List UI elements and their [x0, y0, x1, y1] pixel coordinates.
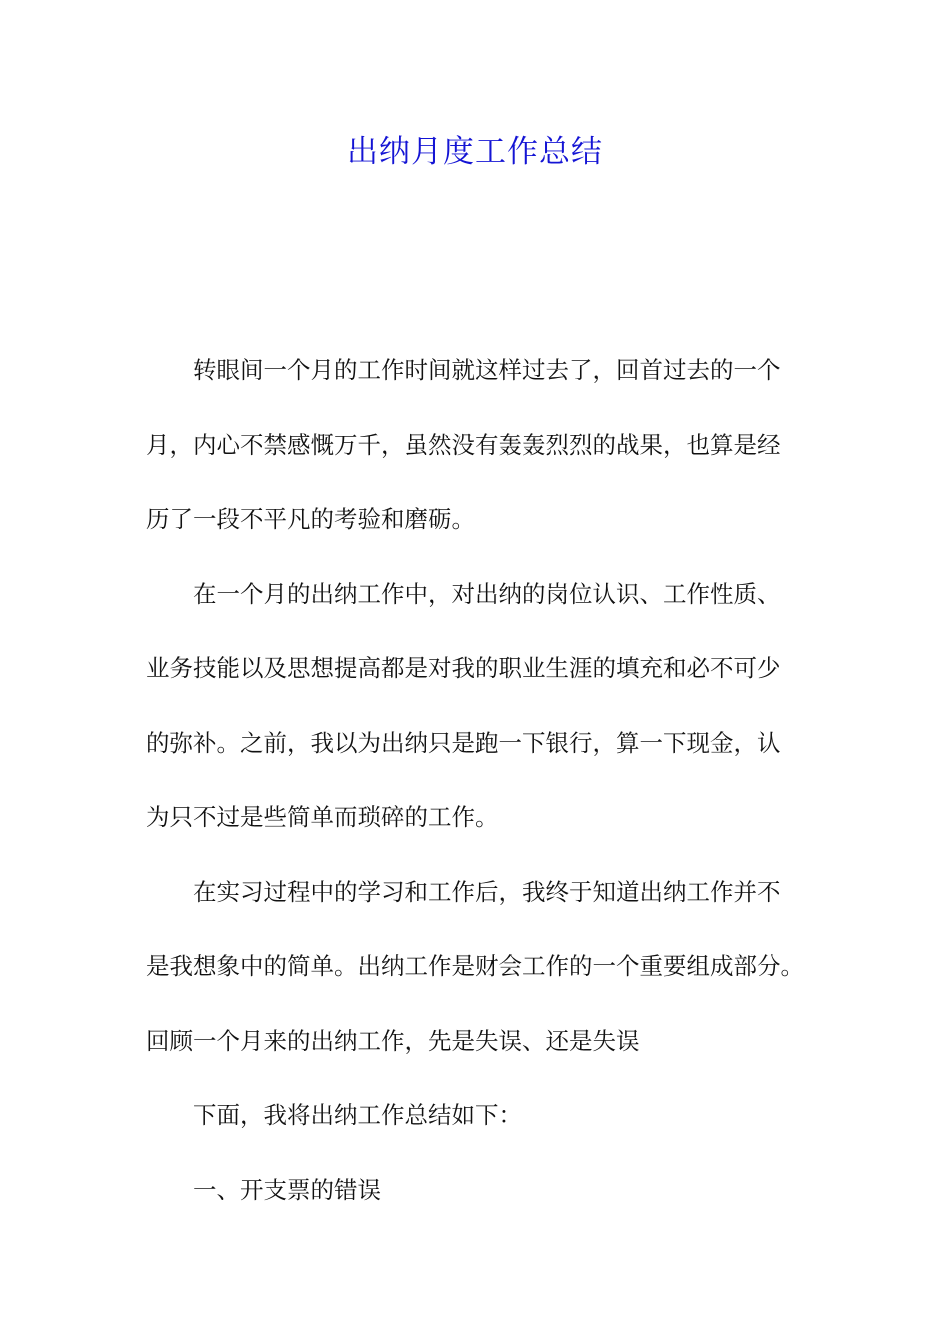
document-title: 出纳月度工作总结	[347, 134, 603, 170]
paragraph-2-line-2: 业务技能以及思想提高都是对我的职业生涯的填充和必不可少	[146, 654, 781, 682]
document-body	[146, 333, 812, 1227]
paragraph-3-line-3: 回顾一个月来的出纳工作，先是失误、还是失误	[146, 1026, 640, 1055]
paragraph-4-line-1: 下面，我将出纳工作总结如下：	[193, 1101, 522, 1129]
section-heading-1: 一、开支票的错误	[193, 1175, 381, 1204]
paragraph-2-line-4: 为只不过是些简单而琐碎的工作。	[146, 803, 499, 831]
paragraph-2-line-1: 在一个月的出纳工作中，对出纳的岗位认识、工作性质、	[193, 579, 781, 608]
paragraph-3-line-2: 是我想象中的简单。出纳工作是财会工作的一个重要组成部分。	[146, 952, 804, 980]
paragraph-1-line-2: 月，内心不禁感慨万千，虽然没有轰轰烈烈的战果，也算是经	[146, 430, 781, 459]
paragraph-3-line-1: 在实习过程中的学习和工作后，我终于知道出纳工作并不	[193, 877, 781, 906]
paragraph-1-line-3: 历了一段不平凡的考验和磨砺。	[146, 505, 475, 533]
paragraph-2-line-3: 的弥补。之前，我以为出纳只是跑一下银行，算一下现金，认	[146, 728, 781, 757]
paragraph-1-line-1: 转眼间一个月的工作时间就这样过去了，回首过去的一个	[193, 356, 781, 384]
